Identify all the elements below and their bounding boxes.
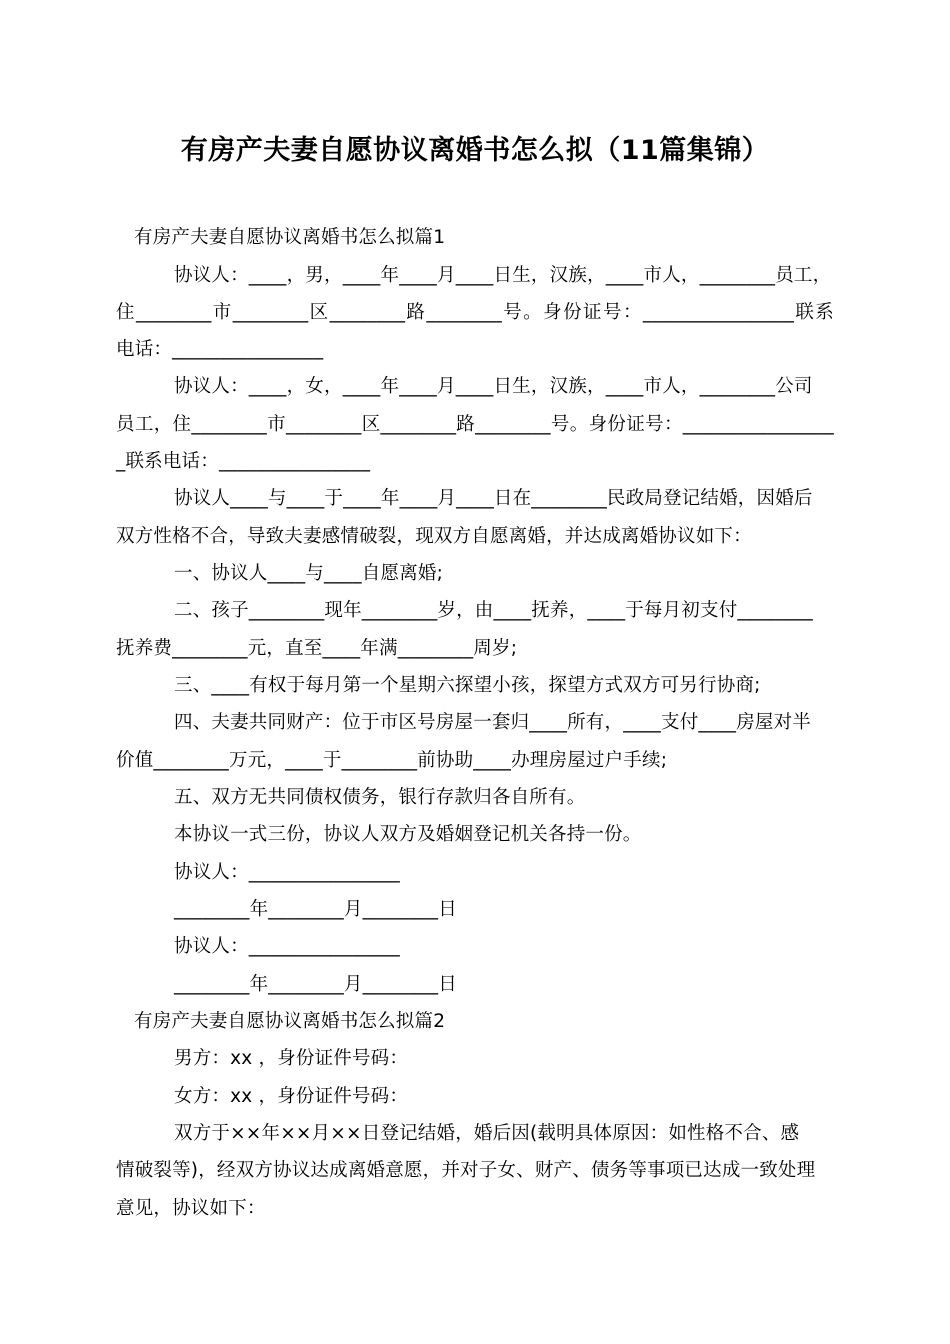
paragraph-line: 员工，住________市________区________路________号。身份证号：________________	[116, 414, 834, 435]
clause-line: 价值________万元，____于________前协助____办理房屋过户手续;	[116, 750, 668, 771]
clause-line: 二、孩子________现年________岁，由____抚养，____于每月初支付________	[174, 600, 814, 621]
paragraph-line: 协议人：____，男，____年____月____日生，汉族，____市人，________员工，	[174, 265, 832, 286]
paragraph-line: 电话：________________	[116, 339, 324, 360]
paragraph-line: 协议人____与____于____年____月____日在________民政局登记结婚，因婚后	[174, 488, 813, 509]
document-title: 有房产夫妻自愿协议离婚书怎么拟（11篇集锦）	[180, 135, 770, 166]
paragraph-line: 女方：xx ，身份证件号码：	[174, 1086, 409, 1107]
paragraph-line: 本协议一式三份，协议人双方及婚姻登记机关各持一份。	[174, 824, 642, 845]
paragraph-line: _联系电话：________________	[116, 451, 371, 472]
clause-line: 四、夫妻共同财产：位于市区号房屋一套归____所有，____支付____房屋对半	[174, 712, 812, 733]
paragraph-line: 双方性格不合，导致夫妻感情破裂，现双方自愿离婚，并达成离婚协议如下：	[116, 526, 752, 547]
section-heading-1: 有房产夫妻自愿协议离婚书怎么拟篇1	[134, 227, 446, 248]
clause-line: 三、____有权于每月第一个星期六探望小孩，探望方式双方可另行协商;	[174, 675, 761, 696]
clause-line: 抚养费________元，直至____年满________周岁;	[116, 638, 518, 659]
paragraph-line: 协议人：____，女，____年____月____日生，汉族，____市人，________公司	[174, 376, 813, 397]
paragraph-line: 情破裂等)，经双方协议达成离婚意愿，并对子女、财产、债务等事项已达成一致处理	[116, 1160, 816, 1181]
date-line: ________年________月________日	[174, 974, 457, 995]
clause-line: 一、协议人____与____自愿离婚;	[174, 563, 444, 584]
signature-line: 协议人：________________	[174, 862, 401, 883]
clause-line: 五、双方无共同债权债务，银行存款归各自所有。	[174, 787, 586, 808]
paragraph-line: 男方：xx ，身份证件号码：	[174, 1048, 409, 1069]
date-line: ________年________月________日	[174, 899, 457, 920]
paragraph-line: 住________市________区________路________号。身份证号：________________联系	[116, 302, 834, 323]
section-heading-2: 有房产夫妻自愿协议离婚书怎么拟篇2	[134, 1011, 446, 1032]
paragraph-line: 意见，协议如下：	[116, 1198, 266, 1219]
signature-line: 协议人：________________	[174, 936, 401, 957]
paragraph-line: 双方于××年××月××日登记结婚，婚后因(载明具体原因：如性格不合、感	[174, 1123, 800, 1144]
